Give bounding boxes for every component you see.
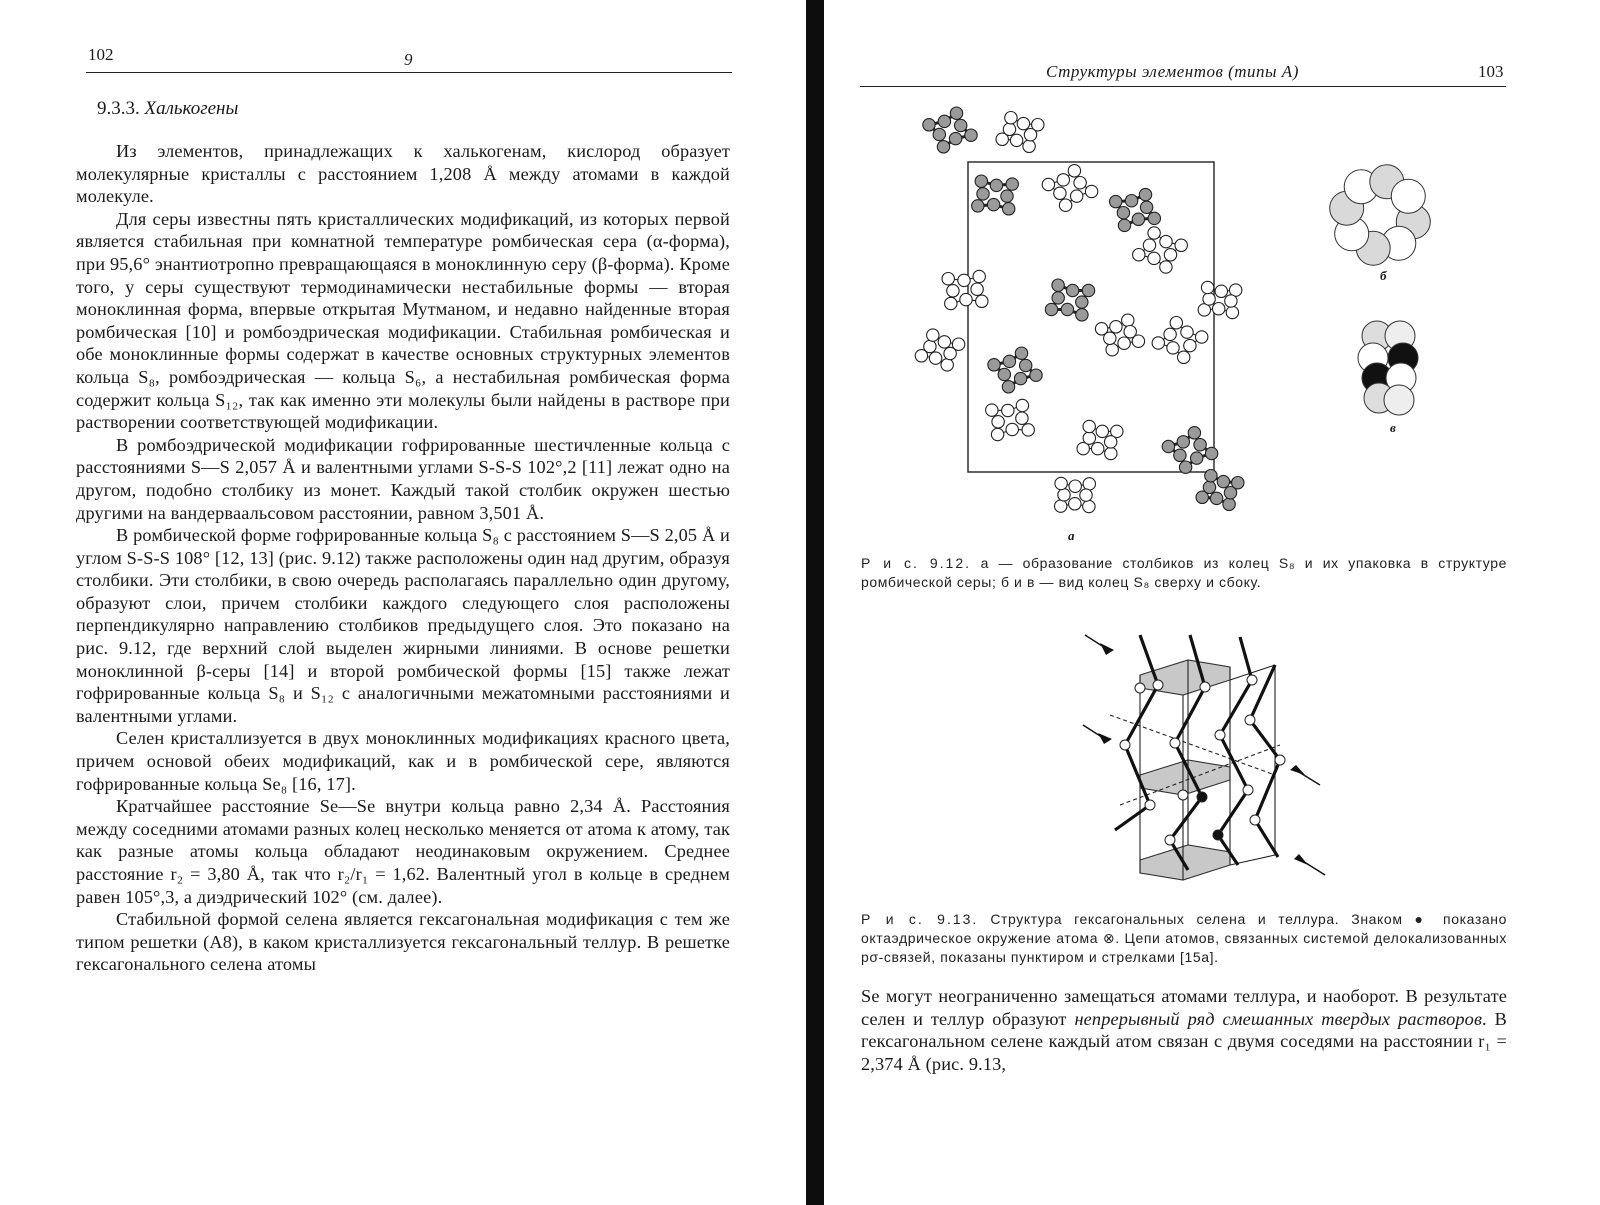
running-head-left: 9 [404,50,413,69]
book-spine-gutter [806,0,824,1205]
section-title [97,98,238,120]
page-number-right: 103 [1478,62,1504,81]
section-name: Халькогены [144,98,239,119]
figure-9-13-caption [861,910,1507,967]
paragraph [861,985,1507,1075]
fig-9-12-label-a: а [1068,528,1075,543]
emphasis-text: непрерывный ряд смешанных твердых растворов [1074,1008,1483,1029]
figure-9-12-caption [861,554,1507,592]
paragraph: Из элементов, принадлежащих к халькогенам, кислород образует молекулярные кристаллы с расстоянием 1,208 Å между атомами в каждой молекуле. [76,141,730,207]
caption-label: Р и с. 9.13. [861,911,979,927]
text-line: Se могут неограниченно замещаться атомами теллура, и наоборот. [861,986,1400,1006]
left-body-text [76,140,730,976]
paragraph: Для серы известны пять кристаллических модификаций, из которых первой является стабильная при комнатной температуре ромбическая сера (α-форма), при 95,6° энантиотропно превращающаяся в моноклинную серу (β-форма). Кроме того, у серы существуют термодинамически нестабильные формы — вторая моноклинная форма, впервые открытая Мутманом, и недавно найденные вторая ромбическая [10] и ромбоэдрическая модификации. Стабильная ромбическая и обе моноклинные формы содержат в качестве основных структурных элементов кольца S₈, ромбоэдрическая — кольца S₆, а нестабильная ромбическая форма содержит кольца S₁₂, так как именно эти молекулы были найдены в растворе при растворении соответствующей модификации. [76,208,730,433]
figure-9-12v-ring-side-view [1355,318,1425,418]
header-rule-left [86,72,732,73]
caption-label: Р и с. 9.12. [861,555,972,571]
right-body-text [861,985,1507,1075]
page-number-left: 102 [88,45,114,64]
paragraph: Стабильной формой селена является гексагональная модификация с тем же типом решетки (A8), в каком кристаллизуется гексагональный теллур. В решетке гексагонального селена атомы [76,909,730,975]
section-number: 9.3.3. [97,98,140,119]
running-head-right: Структуры элементов (типы А) [1046,62,1299,81]
paragraph: В ромбоэдрической модификации гофрированные шестичленные кольца с расстояниями S—S 2,057 Å и валентными углами S-S-S 102°,2 [11] лежат одно на другом, подобно столбику из монет. Каждый такой столбик окружен шестью другими на вандерваальсовом расстоянии, равном 3,501 Å. [76,434,730,523]
text-line: В результате селен и теллур образуют [861,986,1507,1029]
header-rule-right [860,86,1506,87]
figure-9-12b-ring-top-view [1330,165,1430,265]
text-line: . В гексагональном селене каждый атом связан с двумя соседями на расстоянии r₁ = 2,374 Å (рис. 9.13, [861,1008,1507,1074]
paragraph: Кратчайшее расстояние Se—Se внутри кольца равно 2,34 Å. Расстояния между соседними атомами разных колец несколько меняется от атома к атому, так как разные атомы кольца обладают неодинаковым окружением. Среднее расстояние r₂ = 3,80 Å, так что r₂/r₁ = 1,62. Валентный угол в кольце в среднем равен 105°,3, а диэдрический 102° (см. далее). [76,796,730,907]
figure-9-13-hexagonal-structure [1080,625,1330,895]
figure-9-12a-sulfur-packing [900,100,1280,530]
paragraph: В ромбической форме гофрированные кольца S₈ с расстоянием S—S 2,05 Å и углом S-S-S 108° [12, 13] (рис. 9.12) также расположены один над другим, образуя столбики. Эти столбики, в свою очередь располагаясь параллельно один другому, образуют слои, причем столбики каждого следующего слоя расположены перпендикулярно направлению столбиков предыдущего слоя. Это показано на рис. 9.12, где верхний слой выделен жирными линиями. В основе решетки моноклинной β-серы [14] и второй ромбической формы [15] также лежат гофрированные кольца S₈ и S₁₂ с аналогичными межатомными расстояниями и валентными углами. [76,525,730,726]
fig-9-12-label-v: в [1390,420,1396,435]
fig-9-12-label-b: б [1380,268,1387,283]
caption-text: а — образование столбиков из колец S₈ и их упаковка в структуре ромбической серы; б и в — вид колец S₈ сверху и сбоку. [861,555,1507,590]
paragraph: Селен кристаллизуется в двух моноклинных модификациях красного цвета, причем основой обеих модификаций, как и в ромбической сере, являются гофрированные кольца Se₈ [16, 17]. [76,728,730,794]
caption-text: Структура гексагональных селена и теллура. Знаком ● показано октаэдрическое окружение атома ⊗. Цепи атомов, связанных системой делокализованных pσ-связей, показаны пунктиром и стрелками [15а]. [861,911,1507,965]
